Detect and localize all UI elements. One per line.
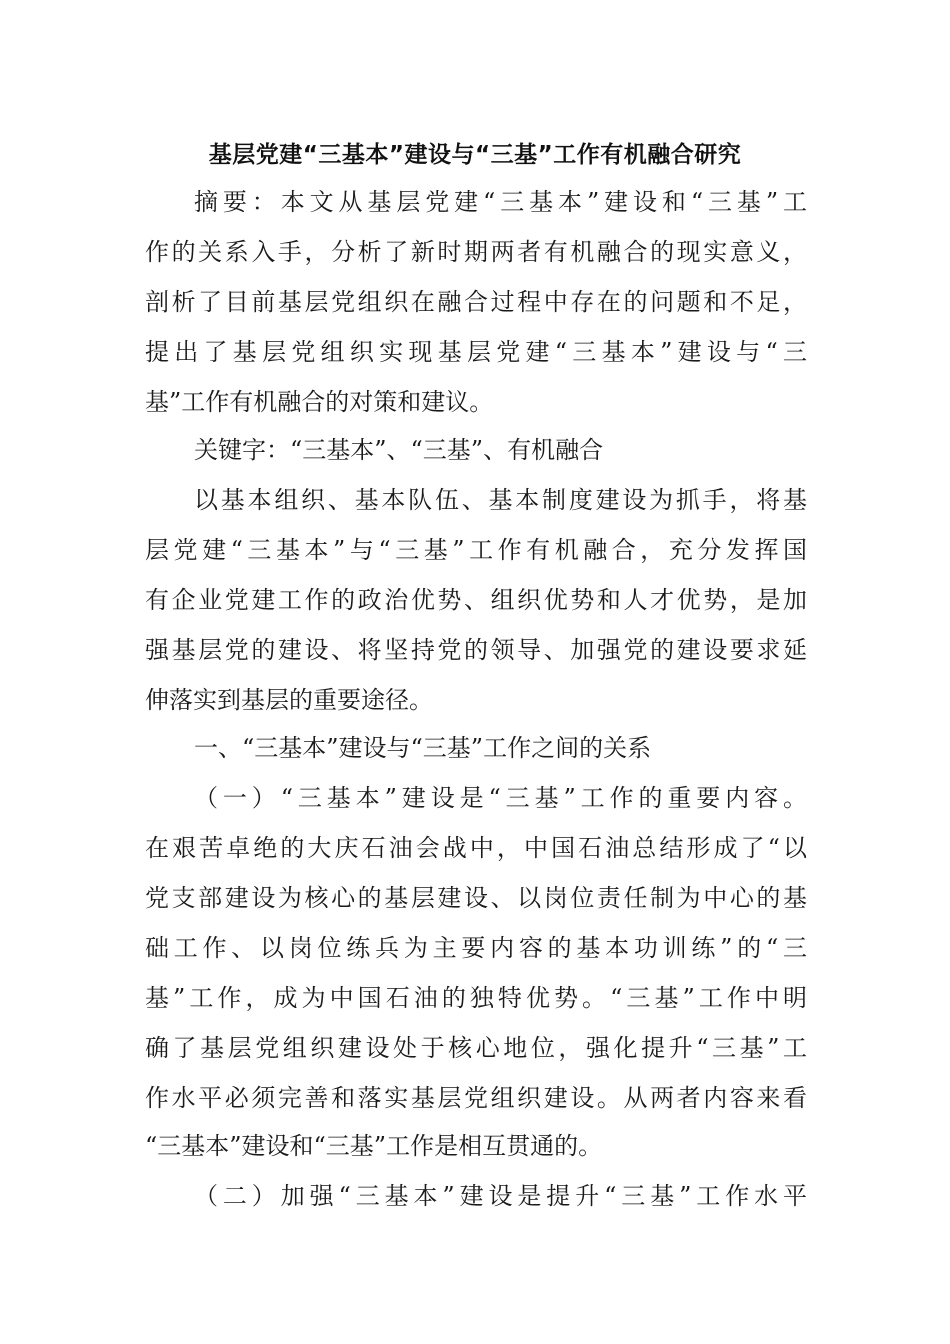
subsection-1-line-7: 作水平必须完善和落实基层党组织建设。从两者内容来看 bbox=[145, 1084, 807, 1112]
subsection-1-line-2: 在艰苦卓绝的大庆石油会战中，中国石油总结形成了“以 bbox=[145, 834, 807, 862]
section-heading-1: 一、“三基本”建设与“三基”工作之间的关系 bbox=[194, 734, 652, 762]
abstract-line-2: 作的关系入手，分析了新时期两者有机融合的现实意义， bbox=[145, 238, 807, 266]
abstract-line-3: 剖析了目前基层党组织在融合过程中存在的问题和不足， bbox=[145, 288, 807, 316]
document-title: 基层党建“三基本”建设与“三基”工作有机融合研究 bbox=[208, 142, 742, 168]
abstract-line-4: 提出了基层党组织实现基层党建“三基本”建设与“三 bbox=[145, 338, 807, 366]
keywords-line: 关键字：“三基本”、“三基”、有机融合 bbox=[194, 436, 604, 464]
subsection-1-line-8: “三基本”建设和“三基”工作是相互贯通的。 bbox=[145, 1132, 603, 1160]
subsection-2-line-1: （二）加强“三基本”建设是提升“三基”工作水平 bbox=[194, 1182, 807, 1210]
intro-line-5: 伸落实到基层的重要途径。 bbox=[145, 686, 433, 714]
subsection-1-line-4: 础工作、以岗位练兵为主要内容的基本功训练”的“三 bbox=[145, 934, 807, 962]
subsection-1-line-5: 基”工作，成为中国石油的独特优势。“三基”工作中明 bbox=[145, 984, 807, 1012]
subsection-1-line-6: 确了基层党组织建设处于核心地位，强化提升“三基”工 bbox=[145, 1034, 807, 1062]
intro-line-1: 以基本组织、基本队伍、基本制度建设为抓手，将基 bbox=[194, 486, 807, 514]
abstract-line-1: 摘要：本文从基层党建“三基本”建设和“三基”工 bbox=[194, 188, 807, 216]
intro-line-2: 层党建“三基本”与“三基”工作有机融合，充分发挥国 bbox=[145, 536, 807, 564]
subsection-1-line-3: 党支部建设为核心的基层建设、以岗位责任制为中心的基 bbox=[145, 884, 807, 912]
subsection-1-line-1: （一）“三基本”建设是“三基”工作的重要内容。 bbox=[194, 784, 807, 812]
abstract-line-5: 基”工作有机融合的对策和建议。 bbox=[145, 388, 494, 416]
intro-line-4: 强基层党的建设、将坚持党的领导、加强党的建设要求延 bbox=[145, 636, 807, 664]
intro-line-3: 有企业党建工作的政治优势、组织优势和人才优势，是加 bbox=[145, 586, 807, 614]
